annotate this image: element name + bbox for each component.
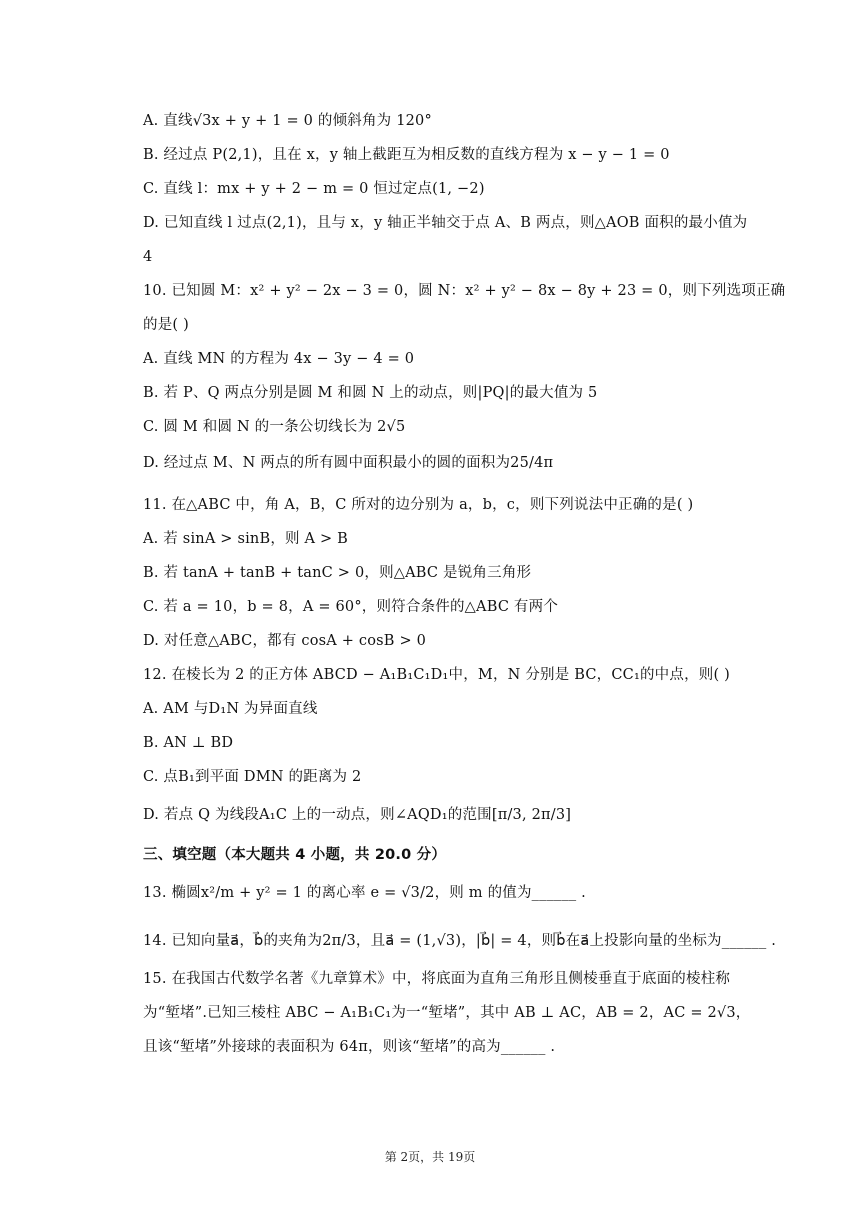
page-footer: 第 2页，共 19页 [384,1150,476,1164]
q12-option-a: A. AM 与D₁N 为异面直线 [143,701,318,717]
section-heading-fill-in: 三、填空题（本大题共 4 小题，共 20.0 分） [143,847,447,863]
q10-option-a: A. 直线 MN 的方程为 4x − 3y − 4 = 0 [143,351,415,367]
q12-option-c: C. 点B₁到平面 DMN 的距离为 2 [143,769,362,785]
q10-option-c: C. 圆 M 和圆 N 的一条公切线长为 2√5 [143,419,406,435]
q14-stem: 14. 已知向量a⃗，b⃗的夹角为2π/3，且a⃗ = (1,√3)，|b⃗| = 4，则b⃗在a⃗上投影向量的坐标为______ . [143,933,777,949]
q11-option-c: C. 若 a = 10，b = 8，A = 60°，则符合条件的△ABC 有两个 [143,599,559,615]
q12-stem: 12. 在棱长为 2 的正方体 ABCD − A₁B₁C₁D₁中，M，N 分别是 BC，CC₁的中点，则( ) [143,667,730,683]
q11-option-b: B. 若 tanA + tanB + tanC > 0，则△ABC 是锐角三角形 [143,565,532,581]
q9-option-a: A. 直线√3x + y + 1 = 0 的倾斜角为 120° [143,113,432,129]
q9-option-b: B. 经过点 P(2,1)，且在 x，y 轴上截距互为相反数的直线方程为 x − y − 1 = 0 [143,147,670,163]
q11-option-d: D. 对任意△ABC，都有 cosA + cosB > 0 [143,633,427,649]
q15-stem-line3: 且该“堑堵”外接球的表面积为 64π，则该“堑堵”的高为______ . [143,1039,556,1055]
q9-option-d-continued: 4 [143,249,153,265]
q10-stem: 10. 已知圆 M：x² + y² − 2x − 3 = 0，圆 N：x² + y² − 8x − 8y + 23 = 0，则下列选项正确 [143,283,786,299]
q15-stem-line2: 为“堑堵”.已知三棱柱 ABC − A₁B₁C₁为一“堑堵”，其中 AB ⊥ AC，AB = 2，AC = 2√3， [143,1005,751,1021]
q9-option-c: C. 直线 l：mx + y + 2 − m = 0 恒过定点(1, −2) [143,181,485,197]
q12-option-d: D. 若点 Q 为线段A₁C 上的一动点，则∠AQD₁的范围[π/3, 2π/3] [143,807,572,823]
q10-stem-continued: 的是( ) [143,317,189,333]
q10-option-d: D. 经过点 M、N 两点的所有圆中面积最小的圆的面积为25/4π [143,455,554,471]
q12-option-b: B. AN ⊥ BD [143,735,234,751]
q11-stem: 11. 在△ABC 中，角 A，B，C 所对的边分别为 a，b，c，则下列说法中正确的是( ) [143,497,694,513]
q10-option-b: B. 若 P、Q 两点分别是圆 M 和圆 N 上的动点，则|PQ|的最大值为 5 [143,385,598,401]
q15-stem: 15. 在我国古代数学名著《九章算术》中，将底面为直角三角形且侧棱垂直于底面的棱柱称 [143,971,731,987]
q13-stem: 13. 椭圆x²/m + y² = 1 的离心率 e = √3/2，则 m 的值为______ . [143,885,586,901]
q11-option-a: A. 若 sinA > sinB，则 A > B [143,531,349,547]
q9-option-d: D. 已知直线 l 过点(2,1)，且与 x，y 轴正半轴交于点 A、B 两点，则△AOB 面积的最小值为 [143,215,748,231]
